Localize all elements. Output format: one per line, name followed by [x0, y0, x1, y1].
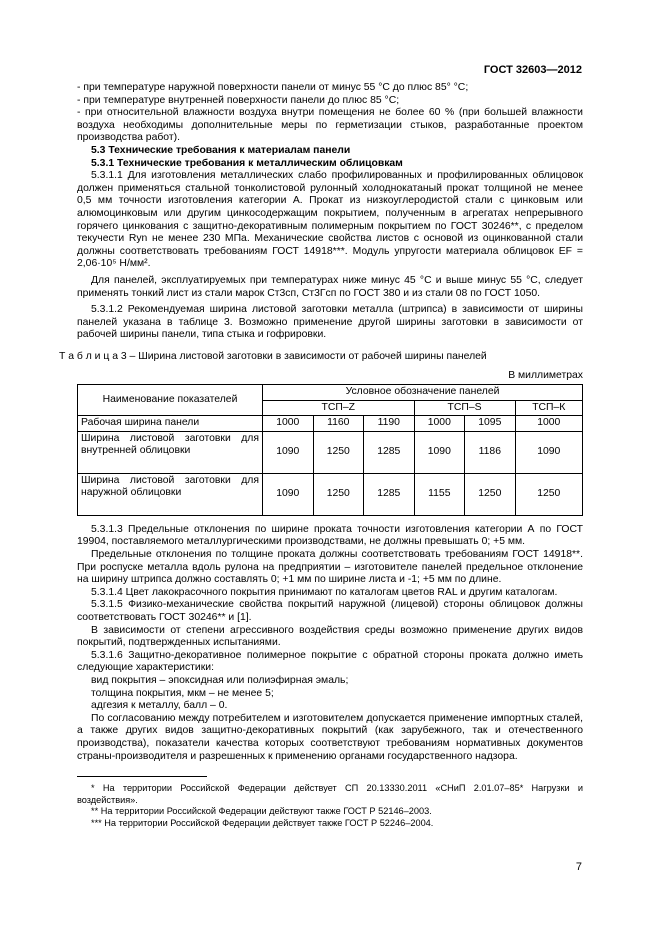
paragraph-5-3-1-5-b: В зависимости от степени агрессивного воздействия среды возможно применение других видов покрытий, подтвержденных испытаниями.	[77, 624, 583, 649]
table-cell: 1095	[465, 416, 516, 432]
group-tsp-z: ТСП–Z	[263, 400, 415, 416]
section-heading-5-3-1: 5.3.1 Технические требования к металлическим облицовкам	[91, 157, 403, 169]
table-cell: 1000	[414, 416, 465, 432]
table-row	[78, 416, 583, 432]
column-header-name: Наименование показателей	[78, 385, 263, 416]
table-cell: 1186	[465, 431, 516, 473]
footnote: ** На территории Российской Федерации действуют также ГОСТ Р 52146–2003.	[91, 806, 432, 817]
table-cell: 1250	[313, 431, 364, 473]
group-tsp-s: ТСП–S	[414, 400, 515, 416]
paragraph-5-3-1-5: 5.3.1.5 Физико-механические свойства покрытий наружной (лицевой) стороны облицовок должны соответствовать ГОСТ 30246** и [1].	[77, 599, 583, 623]
paragraph-final: По согласованию между потребителем и изготовителем допускается применение импортных сталей, а также других видов защитно-декоративных покрытий (как зарубежного, так и отечественного производства), показатели качества которых соответствуют требованиям нормативных документов страны-производителя и разрешенных к применению органами государственного надзора.	[77, 712, 583, 762]
document-body	[59, 82, 583, 829]
section-heading-5-3: 5.3 Технические требования к материалам панели	[91, 144, 351, 156]
row-name: Ширина листовой заготовки для внутренней облицовки	[78, 431, 263, 473]
table-cell: 1155	[414, 473, 465, 515]
group-tsp-k: ТСП–К	[515, 400, 582, 416]
bullet-item: - при температуре внутренней поверхности панели до плюс 85 °С;	[77, 94, 400, 106]
table-cell: 1090	[515, 431, 582, 473]
paragraph-5-3-1-1: 5.3.1.1 Для изготовления металлических слабо профилированных и профилированных облицовок должен применяться стальной тонколистовой рулонный холоднокатаный прокат толщиной не менее 0,5 мм точности изготовления категории А. Прокат из низкоуглеродистой стали с цинковым или алюмоцинковым или другим цинкосодержащим покрытием, полученным в агрегатах непрерывного горячего цинкования с защитно-декоративным полимерным покрытием по ГОСТ 30246**, с пределом текучести Ryn не менее 230 МПа. Механические свойства листов с основой из оцинкованной стали должны соответствовать требованиям ГОСТ 14918***. Модуль упругости материала облицовок EF = 2,06·10⁵ Н/мм².	[77, 170, 583, 270]
row-name: Ширина листовой заготовки для наружной облицовки	[78, 473, 263, 515]
page-number: 7	[575, 861, 582, 873]
standard-header: ГОСТ 32603—2012	[483, 64, 582, 76]
table-cell: 1090	[263, 473, 314, 515]
paragraph-5-3-1-3: 5.3.1.3 Предельные отклонения по ширине проката точности изготовления категории А по ГОСТ 19904, поставляемого металлургическими производствами, не должны превышать 0; +5 мм.	[77, 523, 583, 548]
list-item: адгезия к металлу, балл – 0.	[91, 700, 228, 712]
paragraph-5-3-1-3-b: Предельные отклонения по толщине проката должны соответствовать требованиям ГОСТ 14918**. При роспуске металла вдоль рулона на предприятии – изготовителе панелей предельное отклонение на ширину штрипса должно составлять 0; +1 мм по ширине листа и -1; +5 мм по длине.	[77, 549, 583, 586]
table-row	[78, 431, 583, 473]
table-cell: 1285	[364, 473, 415, 515]
table-cell: 1160	[313, 416, 364, 432]
table-cell: 1250	[465, 473, 516, 515]
table-cell: 1000	[515, 416, 582, 432]
footnote: *** На территории Российской Федерации действует также ГОСТ Р 52246–2004.	[91, 817, 434, 828]
table-caption: Т а б л и ц а 3 – Ширина листовой заготовки в зависимости от рабочей ширины панелей	[59, 350, 487, 362]
footnotes	[77, 783, 583, 829]
table-cell: 1000	[263, 416, 314, 432]
paragraph-5-3-1-2: 5.3.1.2 Рекомендуемая ширина листовой заготовки металла (штрипса) в зависимости от ширины панелей указана в таблице 3. Возможно применение другой ширины заготовки в зависимости от рабочей ширины панели, типа стыка и гофрировки.	[77, 304, 583, 341]
width-table	[77, 384, 583, 516]
table-cell: 1250	[515, 473, 582, 515]
table-cell: 1250	[313, 473, 364, 515]
table-cell: 1285	[364, 431, 415, 473]
table-cell: 1090	[414, 431, 465, 473]
list-item: вид покрытия – эпоксидная или полиэфирная эмаль;	[91, 674, 349, 686]
paragraph-5-3-1-4: 5.3.1.4 Цвет лакокрасочного покрытия принимают по каталогам цветов RAL и другим каталогам.	[91, 586, 558, 598]
table-row	[78, 473, 583, 515]
table-cell: 1190	[364, 416, 415, 432]
bullet-item: - при относительной влажности воздуха внутри помещения не более 60 % (при большей влажности воздуха необходимы дополнительные меры по герметизации стыков, разработанные проектом производства работ).	[77, 107, 583, 144]
paragraph-5-3-1-6: 5.3.1.6 Защитно-декоративное полимерное покрытие с обратной стороны проката должно иметь следующие характеристики:	[77, 649, 583, 674]
footnote: * На территории Российской Федерации действует СП 20.13330.2011 «СНиП 2.01.07–85* Нагрузки и воздействия».	[77, 783, 583, 805]
row-name: Рабочая ширина панели	[78, 416, 263, 432]
list-item: толщина покрытия, мкм – не менее 5;	[91, 687, 274, 699]
table-header-row	[78, 385, 583, 401]
paragraph-5-3-1-1-b: Для панелей, эксплуатируемых при температурах ниже минус 45 °С и выше минус 55 °С, следует применять тонкий лист из стали марок Ст3сп, Ст3Гсп по ГОСТ 380 и из стали 08 по ГОСТ 1050.	[77, 274, 583, 299]
table-cell: 1090	[263, 431, 314, 473]
bullet-item: - при температуре наружной поверхности панели от минус 55 °С до плюс 85° °С;	[77, 82, 469, 93]
table-unit: В миллиметрах	[508, 370, 583, 382]
group-header: Условное обозначение панелей	[263, 385, 583, 401]
footnote-divider	[77, 776, 207, 777]
